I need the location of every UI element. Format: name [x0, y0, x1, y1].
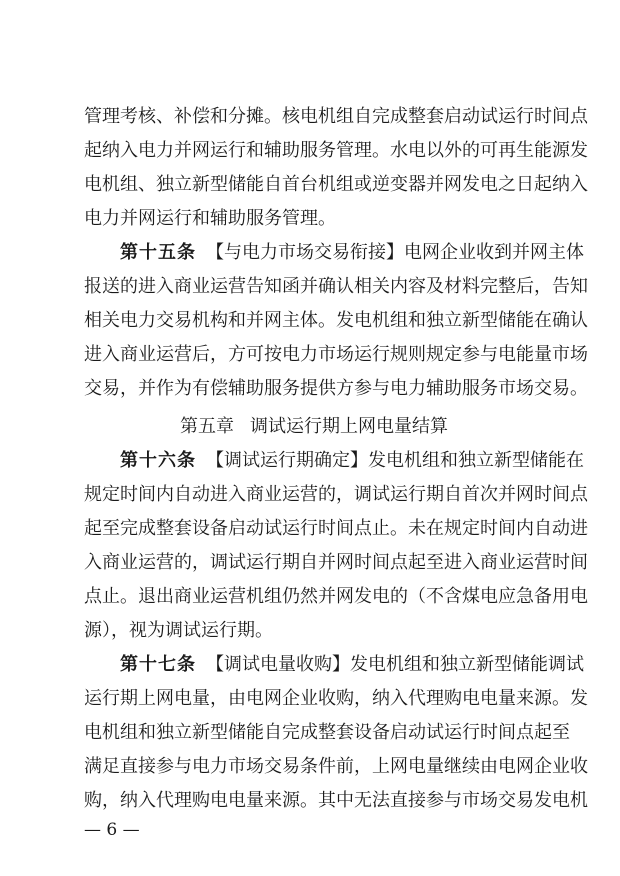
- article-16-first-line: [120, 446, 584, 476]
- article-17-first-line: [120, 650, 584, 680]
- paragraph-line: 电机组、独立新型储能自首台机组或逆变器并网发电之日起纳入: [84, 174, 588, 195]
- chapter-heading: [84, 412, 544, 442]
- article-15-first-line: [120, 238, 584, 268]
- page-number: — 6 —: [84, 820, 140, 840]
- article-17-label: 第十七条: [120, 654, 196, 675]
- article-17-heading-text: 【调试电量收购】发电机组和独立新型储能调试: [206, 654, 584, 675]
- article-16-line: 起至完成整套设备启动试运行时间点止。未在规定时间内自动进: [84, 518, 588, 539]
- article-17-line: 运行期上网电量，由电网企业收购，纳入代理购电电量来源。发: [84, 688, 588, 709]
- article-15-line: 相关电力交易机构和并网主体。发电机组和独立新型储能在确认: [84, 310, 588, 331]
- chapter-title: 调试运行期上网电量结算: [250, 416, 448, 437]
- article-16-line: 源），视为调试运行期。: [84, 620, 273, 641]
- paragraph-line: 管理考核、补偿和分摊。核电机组自完成整套启动试运行时间点: [84, 106, 588, 127]
- article-16-line: 入商业运营的，调试运行期自并网时间点起至进入商业运营时间: [84, 552, 588, 573]
- article-15-line: 报送的进入商业运营告知函并确认相关内容及材料完整后，告知: [84, 276, 588, 297]
- article-16-line: 规定时间内自动进入商业运营的，调试运行期自首次并网时间点: [84, 484, 588, 505]
- article-16-line: 点止。退出商业运营机组仍然并网发电的（不含煤电应急备用电: [84, 586, 588, 607]
- article-15-line: 进入商业运营后，方可按电力市场运行规则规定参与电能量市场: [84, 344, 588, 365]
- paragraph-line: 电力并网运行和辅助服务管理。: [84, 208, 336, 229]
- article-16-heading-text: 【调试运行期确定】发电机组和独立新型储能在: [206, 450, 584, 471]
- article-15-label: 第十五条: [120, 242, 196, 263]
- article-17-line: 电机组和独立新型储能自完成整套设备启动试运行时间点起至: [84, 722, 570, 743]
- article-17-line: 购，纳入代理购电电量来源。其中无法直接参与市场交易发电机: [84, 790, 588, 811]
- article-15-line: 交易，并作为有偿辅助服务提供方参与电力辅助服务市场交易。: [84, 378, 588, 399]
- article-15-heading-text: 【与电力市场交易衔接】电网企业收到并网主体: [206, 242, 584, 263]
- chapter-number: 第五章: [180, 416, 234, 437]
- paragraph-line: 起纳入电力并网运行和辅助服务管理。水电以外的可再生能源发: [84, 140, 588, 161]
- article-17-line: 满足直接参与电力市场交易条件前，上网电量继续由电网企业收: [84, 756, 588, 777]
- article-16-label: 第十六条: [120, 450, 196, 471]
